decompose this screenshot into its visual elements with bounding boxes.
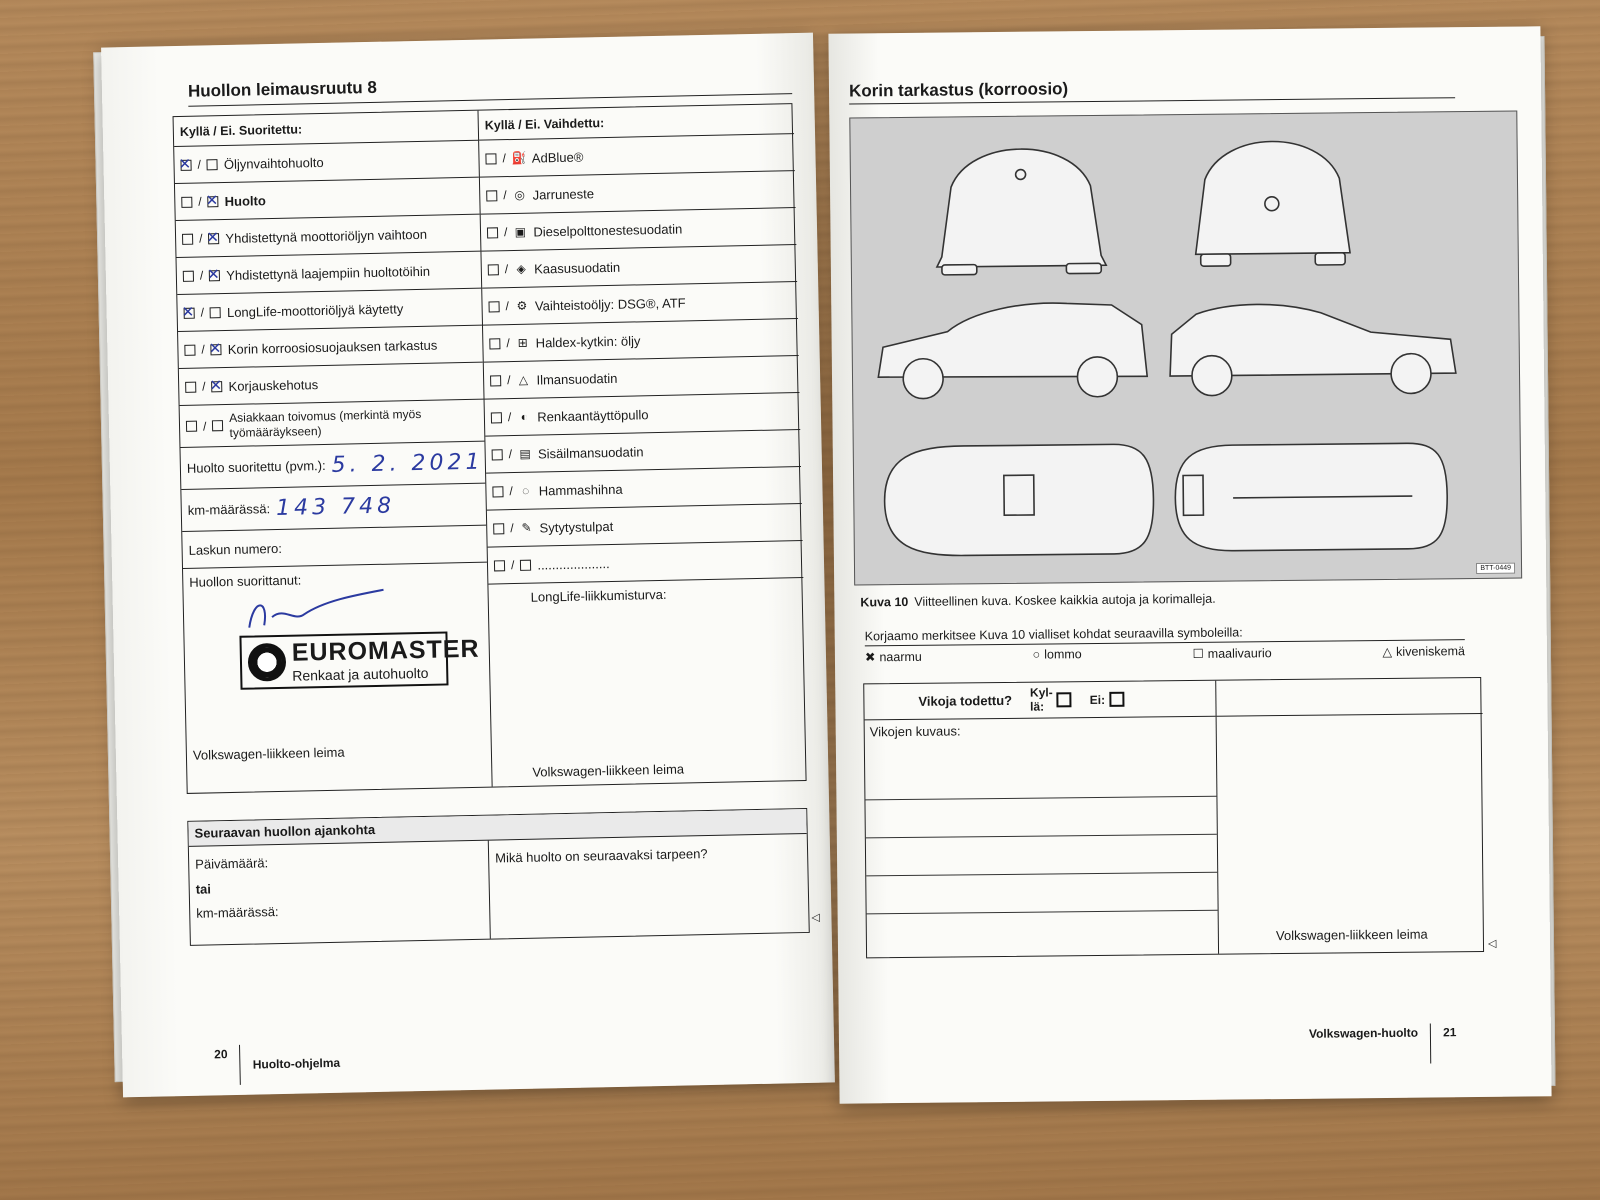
slash-separator: / — [200, 305, 205, 320]
next-km-label[interactable]: km-määrässä: — [196, 904, 279, 922]
service-date-label: Huolto suoritettu (pvm.): — [186, 457, 326, 476]
legend-symbol-icon: ☐ — [1192, 646, 1204, 661]
right-page-title: Korin tarkastus (korroosio) — [848, 79, 1069, 101]
done-header: Kyllä / Ei. Suoritettu: — [174, 111, 479, 147]
vw-stamp-label-right: Volkswagen-liikkeen leima — [1275, 926, 1428, 944]
longlife-label: LongLife-liikkumisturva: — [530, 586, 667, 605]
done-item-row — [177, 289, 482, 332]
done-no-checkbox[interactable] — [208, 233, 219, 244]
done-yes-checkbox[interactable] — [184, 344, 195, 355]
changed-yes-checkbox[interactable] — [492, 486, 503, 497]
defects-right-top — [1216, 678, 1482, 717]
changed-item-label: Vaihteistoöljy: DSG®, ATF — [534, 294, 686, 314]
done-no-checkbox[interactable] — [211, 381, 222, 392]
done-yes-checkbox[interactable] — [185, 381, 196, 392]
done-item-row — [174, 141, 479, 184]
continue-triangle-icon: ◁ — [811, 911, 821, 924]
changed-yes-checkbox[interactable] — [492, 449, 503, 460]
changed-column — [478, 104, 807, 786]
vw-stamp-label-center: Volkswagen-liikkeen leima — [532, 761, 685, 780]
gearbox-icon[interactable]: ⚙ — [516, 298, 528, 313]
done-yes-checkbox[interactable] — [183, 270, 194, 281]
right-page-number: 21 — [1442, 1025, 1457, 1040]
diesel-filter-icon[interactable]: ▣ — [514, 224, 527, 239]
changed-item-label: Kaasusuodatin — [533, 259, 621, 277]
slash-separator: / — [503, 188, 507, 203]
next-service-header: Seuraavan huollon ajankohta — [188, 809, 806, 847]
changed-yes-checkbox[interactable] — [491, 412, 502, 423]
done-no-checkbox[interactable] — [209, 270, 220, 281]
changed-yes-checkbox[interactable] — [485, 153, 496, 164]
invoice-row — [182, 526, 487, 569]
gas-filter-icon[interactable]: ◈ — [516, 261, 526, 276]
legend-label: naarmu — [879, 649, 922, 665]
legend-item — [865, 649, 922, 665]
slash-separator: / — [199, 268, 204, 283]
done-item-row — [179, 363, 484, 406]
right-footer — [1309, 1023, 1457, 1065]
changed-item-label: Sisäilmansuodatin — [537, 443, 644, 462]
done-item-label: Korjauskehotus — [228, 376, 319, 394]
next-service-question[interactable]: Mikä huolto on seuraavaksi tarpeen? — [494, 846, 708, 866]
euromaster-logo-icon — [248, 643, 287, 682]
done-item-row — [175, 178, 480, 221]
done-no-checkbox[interactable] — [211, 344, 222, 355]
done-no-checkbox[interactable] — [210, 307, 221, 318]
description-label: Vikojen kuvaus: — [869, 723, 961, 740]
done-item-row — [177, 252, 482, 295]
defects-question: Vikoja todettu? — [918, 692, 1013, 709]
km-label: km-määrässä: — [187, 501, 271, 518]
yes-checkbox[interactable] — [1057, 692, 1072, 707]
caption-label: Kuva 10 — [860, 594, 909, 610]
next-service-left — [189, 841, 491, 945]
left-page-number: 20 — [214, 1045, 241, 1086]
legend-label: kiveniskemä — [1396, 644, 1465, 659]
slash-separator: / — [502, 151, 506, 166]
slash-separator: / — [507, 410, 512, 425]
next-or-label: tai — [195, 881, 212, 897]
km-value[interactable]: 143 748 — [275, 493, 396, 522]
longlife-cell — [488, 578, 807, 787]
euromaster-stamp — [239, 631, 480, 689]
changed-item-label: Renkaantäyttöpullo — [537, 406, 649, 425]
changed-item-label: Sytytystulpat — [539, 518, 614, 535]
changed-item-label: Hammashihna — [538, 481, 623, 498]
done-item-label: Yhdistettynä moottoriöljyn vaihtoon — [225, 226, 428, 246]
changed-item-label: Haldex-kytkin: öljy — [535, 332, 641, 351]
next-date-label[interactable]: Päivämäärä: — [195, 855, 269, 872]
figure-caption — [860, 592, 1215, 610]
service-stamp-form — [173, 103, 807, 794]
slash-separator: / — [198, 194, 202, 209]
done-item-row — [178, 326, 483, 369]
changed-yes-checkbox[interactable] — [493, 523, 504, 534]
slash-separator: / — [202, 418, 207, 434]
signature — [243, 585, 394, 638]
changed-yes-checkbox[interactable] — [488, 264, 499, 275]
adblue-icon[interactable]: ⛽ — [511, 150, 527, 165]
no-label: Ei: — [1089, 692, 1106, 707]
description-line[interactable] — [866, 835, 1217, 877]
cabin-filter-icon[interactable]: ▤ — [519, 446, 531, 461]
slash-separator: / — [510, 521, 514, 536]
slash-separator: / — [506, 373, 511, 388]
changed-item-label: Dieselpolttonestesuodatin — [533, 220, 683, 240]
slash-separator: / — [197, 157, 202, 172]
done-yes-checkbox[interactable] — [180, 159, 191, 170]
performer-cell — [183, 563, 491, 769]
km-row — [181, 484, 486, 532]
changed-item-label: Jarruneste — [532, 185, 595, 203]
legend-symbol-icon: ✖ — [864, 650, 876, 665]
caption-text: Viitteellinen kuva. Koskee kaikkia autoja ja korimalleja. — [914, 591, 1216, 609]
right-footer-text: Volkswagen-huolto — [1309, 1024, 1432, 1065]
done-item-row — [176, 215, 481, 258]
slash-separator: / — [509, 484, 513, 499]
legend-label: lommo — [1044, 647, 1082, 662]
performer-label: Huollon suorittanut: — [189, 572, 302, 590]
changed-item-label: Ilmansuodatin — [536, 370, 618, 388]
changed-yes-checkbox[interactable] — [488, 301, 499, 312]
done-no-checkbox[interactable] — [212, 420, 223, 431]
service-date-row — [180, 442, 485, 490]
done-item-label: Öljynvaihtohuolto — [223, 154, 324, 172]
legend-label: maalivaurio — [1207, 646, 1272, 661]
done-no-checkbox[interactable] — [208, 196, 219, 207]
legend-item — [1192, 645, 1271, 661]
next-service-box — [187, 808, 809, 946]
changed-yes-checkbox[interactable] — [487, 227, 498, 238]
defects-question-row — [864, 681, 1215, 721]
left-footer — [214, 1043, 340, 1086]
vw-stamp-label-left: Volkswagen-liikkeen leima — [192, 744, 345, 763]
done-item-label: Korin korroosiosuojauksen tarkastus — [227, 337, 438, 357]
changed-yes-checkbox[interactable] — [490, 375, 501, 386]
no-checkbox[interactable] — [1109, 692, 1124, 707]
yes-option[interactable] — [1030, 687, 1072, 714]
done-item-label: Yhdistettynä laajempiin huoltotöihin — [226, 263, 431, 283]
air-filter-icon[interactable]: △ — [518, 372, 529, 387]
stamp-subtitle: Renkaat ja autohuolto — [292, 664, 429, 684]
done-item-label: LongLife-moottoriöljyä käytetty — [226, 300, 404, 320]
slash-separator: / — [505, 299, 510, 314]
changed-item-label: .................... — [537, 555, 610, 573]
slash-separator: / — [198, 231, 203, 246]
haldex-icon[interactable]: ⊞ — [517, 335, 528, 350]
left-footer-text: Huolto-ohjelma — [252, 1055, 341, 1072]
description-line[interactable] — [865, 759, 1216, 801]
service-date-value[interactable]: 5. 2. 2021 — [331, 449, 484, 478]
changed-header: Kyllä / Ei. Vaihdettu: — [478, 104, 794, 141]
done-no-checkbox[interactable] — [207, 159, 218, 170]
car-outlines-svg — [850, 112, 1521, 585]
figure-code: BTT-0449 — [1476, 563, 1515, 574]
stamp-brand: EUROMASTER — [291, 634, 480, 667]
legend-symbol-icon: ○ — [1032, 647, 1041, 662]
done-yes-checkbox[interactable] — [184, 307, 195, 318]
left-page — [101, 33, 835, 1098]
changed-item-label: AdBlue® — [531, 148, 584, 166]
description-line[interactable] — [865, 797, 1216, 839]
done-yes-checkbox[interactable] — [181, 196, 192, 207]
invoice-label: Laskun numero: — [188, 540, 282, 558]
description-lines[interactable] — [865, 759, 1218, 915]
defects-left-col — [864, 681, 1219, 958]
slash-separator: / — [508, 447, 513, 462]
car-rear-view — [936, 148, 1106, 267]
changed-yes-checkbox[interactable] — [494, 560, 505, 571]
tyre-bottle-icon[interactable]: ◐ — [520, 409, 529, 424]
legend-item — [1382, 643, 1465, 659]
changed-yes-checkbox[interactable] — [489, 338, 500, 349]
slash-separator: / — [201, 342, 205, 357]
right-page — [828, 26, 1551, 1103]
defects-table — [863, 677, 1484, 958]
description-line[interactable] — [866, 873, 1217, 915]
done-item-label: Huolto — [224, 192, 266, 209]
slash-separator: / — [504, 262, 509, 277]
timing-belt-icon[interactable]: ◌ — [522, 483, 530, 498]
done-item-row — [180, 400, 485, 448]
left-page-title: Huollon leimausruutu 8 — [187, 77, 378, 101]
slash-separator: / — [202, 379, 206, 394]
slash-separator: / — [510, 558, 515, 573]
symbol-legend — [865, 643, 1465, 664]
no-option[interactable] — [1090, 692, 1124, 707]
yes-label: Kyl- lä: — [1029, 685, 1053, 714]
changed-no-checkbox[interactable] — [520, 559, 531, 570]
legend-item — [1033, 647, 1082, 663]
done-column — [174, 111, 493, 793]
spark-plug-icon[interactable]: ✎ — [521, 520, 532, 535]
slash-separator: / — [503, 225, 508, 240]
continue-triangle-icon-right: ◁ — [1487, 937, 1497, 950]
brake-fluid-icon[interactable]: ◎ — [514, 187, 525, 202]
done-yes-checkbox[interactable] — [186, 421, 197, 432]
done-yes-checkbox[interactable] — [182, 233, 193, 244]
defects-right-col — [1216, 678, 1485, 954]
slash-separator: / — [506, 336, 510, 351]
changed-yes-checkbox[interactable] — [486, 190, 497, 201]
car-diagram — [849, 111, 1522, 586]
legend-symbol-icon: △ — [1382, 644, 1393, 659]
done-item-label: Asiakkaan toivomus (merkintä myös työmääräykseen) — [229, 407, 422, 440]
legend-intro: Korjaamo merkitsee Kuva 10 vialliset kohdat seuraavilla symboleilla: — [865, 623, 1465, 646]
